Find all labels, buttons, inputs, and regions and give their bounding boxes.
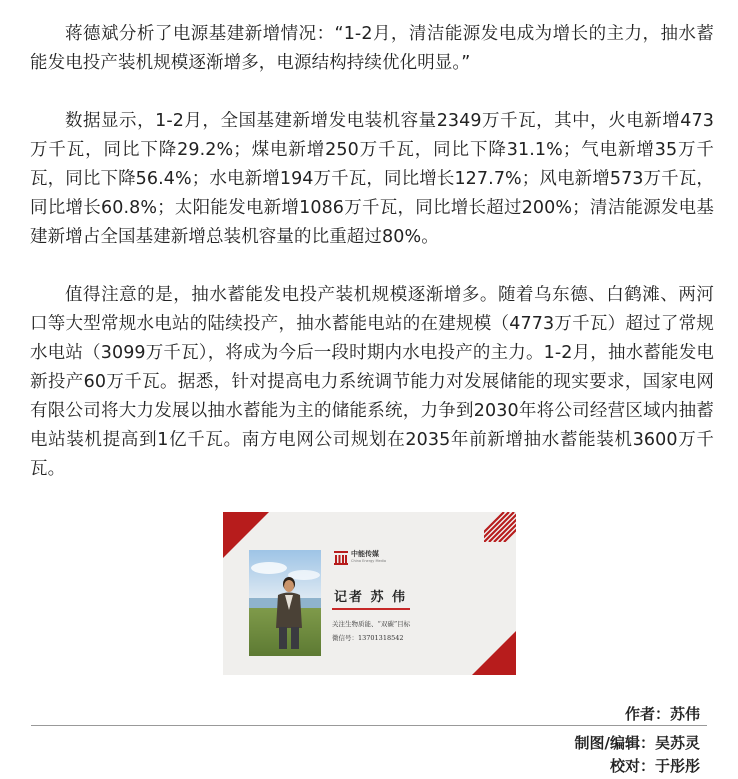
logo-chinese-text: 中能传媒 (351, 550, 379, 558)
card-corner-decoration-bottom (472, 631, 516, 675)
reporter-wechat: 微信号：13701318542 (332, 634, 404, 642)
article-paragraph-1: 蒋德斌分析了电源基建新增情况：“1-2月，清洁能源发电成为增长的主力，抽水蓄能发电投产装机规模逐渐增多，电源结构持续优化明显。” (30, 24, 714, 73)
reporter-focus-area: 关注生物质能、“双碳”目标 (332, 620, 411, 628)
editor-credit: 制图/编辑：吴苏灵 (574, 734, 700, 752)
media-logo (334, 550, 424, 568)
reporter-name: 记者 苏 伟 (334, 590, 408, 605)
article-body (30, 20, 714, 484)
logo-english-text: China Energy Media (351, 559, 386, 563)
author-credit: 作者：苏伟 (624, 705, 700, 723)
reporter-card (223, 512, 516, 675)
article-paragraph-2: 数据显示，1-2月，全国基建新增发电装机容量2349万千瓦，其中，火电新增473万千瓦，同比下降29.2%；煤电新增250万千瓦，同比下降31.1%；气电新增35万千瓦，同比下降56.4%；水电新增194万千瓦，同比增长127.7%；风电新增573万千瓦，同比增长60.8%；太阳能发电新增1086万千瓦，同比增长超过200%；清洁能源发电基建新增占全国基建新增总装机容量的比重超过80%。 (30, 111, 714, 247)
reporter-underline (332, 608, 410, 610)
proofreader-credit: 校对：于彤彤 (609, 757, 700, 775)
diagonal-stripes-icon (484, 512, 516, 542)
credits-divider (31, 725, 707, 726)
media-logo-icon (334, 551, 348, 565)
reporter-photo (249, 550, 321, 656)
article-paragraph-3: 值得注意的是，抽水蓄能发电投产装机规模逐渐增多。随着乌东德、白鹤滩、两河口等大型常规水电站的陆续投产，抽水蓄能电站的在建规模（4773万千瓦）超过了常规水电站（3099万千瓦），将成为今后一段时期内水电投产的主力。1-2月，抽水蓄能发电新投产60万千瓦。据悉，针对提高电力系统调节能力对发展储能的现实要求，国家电网有限公司将大力发展以抽水蓄能为主的储能系统，力争到2030年将公司经营区域内抽蓄电站装机提高到1亿千瓦。南方电网公司规划在2035年前新增抽水蓄能装机3600万千瓦。 (30, 285, 714, 479)
